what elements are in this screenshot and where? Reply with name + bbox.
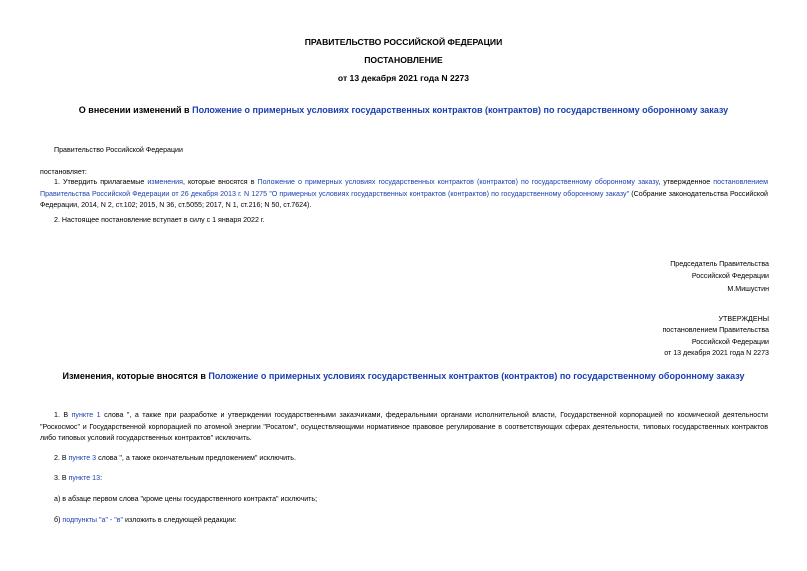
clause-1-link[interactable]: пункте 1 [71,411,101,419]
document-title-prefix: О внесении изменений в [78,105,193,115]
decree-1275-link[interactable]: постановлением Правительства Российской Федерации от 26 декабря 2013 г. N 1275 "О примерных условиях государственных контрактов (контрактов) по государственному оборонному заказу" [40,178,768,198]
signature-country: Российской Федерации [691,272,769,281]
document-date-number: от 13 декабря 2021 года N 2273 [337,73,470,83]
item-1-paragraph [40,177,768,212]
signature-position: Председатель Правительства [670,260,769,268]
decree-word: постановляет: [40,168,87,176]
approval-country: Российской Федерации [691,337,769,346]
change-3b-text-b: изложить в следующей редакции: [123,516,237,524]
government-heading: ПРАВИТЕЛЬСТВО РОССИЙСКОЙ ФЕДЕРАЦИИ [304,37,503,47]
change-2-text-b: слова ", а также окончательным предложением" исключить. [96,454,296,462]
document-type-heading: ПОСТАНОВЛЕНИЕ [364,55,443,65]
approval-block [662,314,769,360]
signature-block [670,258,769,295]
changes-title-link[interactable]: Положение о примерных условиях государственных контрактов (контрактов) по государственному оборонному заказу [208,371,745,381]
item-1-text-d: (Собрание законодательства Российской Федерации, 2014, N 2, ст.102; 2015, N 36, ст.5055; 2017, N 1, ст.216; N 50, ст.7624). [40,189,769,210]
change-3b-paragraph [54,515,237,527]
change-3-paragraph [54,473,102,485]
signature-name: М.Мишустин [727,284,769,293]
approval-label: УТВЕРЖДЕНЫ [718,315,769,323]
change-3-text-b: : [100,474,103,482]
document-title-link[interactable]: Положение о примерных условиях государственных контрактов (контрактов) по государственному оборонному заказу [192,105,729,115]
clause-3-link[interactable]: пункте 3 [68,454,97,462]
change-2-text-a: 2. В [54,454,69,462]
changes-link[interactable]: изменения [147,178,183,186]
issuer-text: Правительство Российской Федерации [54,146,183,154]
item-2-paragraph: 2. Настоящее постановление вступает в силу с 1 января 2022 г. [54,216,265,224]
approval-by: постановлением Правительства [662,326,769,335]
item-1-text-a: 1. Утвердить прилагаемые [54,178,148,186]
item-1-text-b: , которые вносятся в [182,178,258,186]
changes-title-prefix: Изменения, которые вносятся в [62,371,209,381]
approval-date: от 13 декабря 2021 года N 2273 [664,349,769,358]
change-3-text-a: 3. В [54,474,69,482]
subclauses-link[interactable]: подпункты "а" - "в" [62,516,124,524]
changes-title [0,370,807,382]
regulation-link[interactable]: Положение о примерных условиях государственных контрактов (контрактов) по государственному оборонному заказу [257,178,659,186]
change-2-paragraph [54,453,296,465]
change-3a-paragraph: а) в абзаце первом слова "кроме цены государственного контракта" исключить; [54,495,318,503]
document-title [0,104,807,116]
change-1-text-b: слова ", а также при разработке и утверждении государственными заказчиками, федеральными органами исполнительной власти, Государственной корпорацией по космической деятельности "Роскосмос" и Государственной корпорацией по атомной энергии "Росатом", осуществляющими нормативное правовое регулирование в соответствующих сферах деятельности, типовых государственных контрактов либо типовых условий государственных контрактов" исключить. [40,411,768,443]
change-3b-text-a: б) [54,516,63,524]
change-1-text-a: 1. В [54,411,72,419]
clause-13-link[interactable]: пункте 13 [68,474,101,482]
item-1-text-c: , утвержденное [658,178,714,186]
change-1-paragraph [40,410,768,445]
